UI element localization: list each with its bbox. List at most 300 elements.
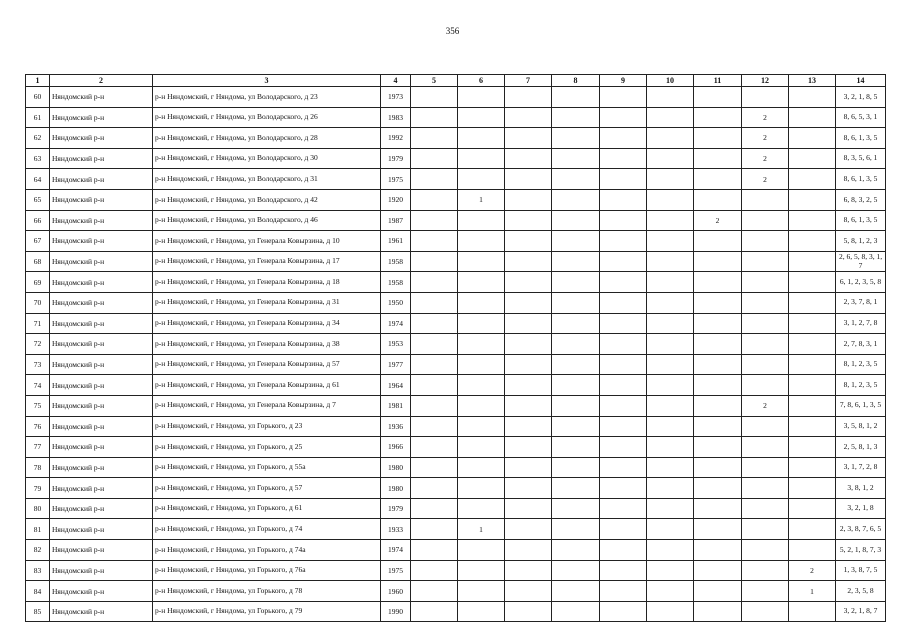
col9-cell — [600, 334, 647, 355]
row-number: 84 — [26, 581, 50, 602]
col6-cell — [458, 437, 505, 458]
col9-cell — [600, 354, 647, 375]
col6-cell — [458, 540, 505, 561]
year-cell: 1974 — [381, 313, 411, 334]
col11-cell — [694, 457, 742, 478]
address-cell: р-н Няндомский, г Няндома, ул Горького, д 79 — [153, 601, 381, 622]
col8-cell — [552, 395, 600, 416]
address-cell: р-н Няндомский, г Няндома, ул Володарского, д 28 — [153, 128, 381, 149]
col8-cell — [552, 457, 600, 478]
col14-cell: 2, 6, 5, 8, 3, 1, 7 — [836, 251, 886, 272]
table-row — [26, 87, 886, 108]
table-row — [26, 334, 886, 355]
col14-cell: 8, 3, 5, 6, 1 — [836, 148, 886, 169]
col8-cell — [552, 354, 600, 375]
col9-cell — [600, 107, 647, 128]
column-header-13: 13 — [789, 75, 836, 87]
col7-cell — [505, 437, 552, 458]
col11-cell — [694, 87, 742, 108]
col5-cell — [411, 87, 458, 108]
col9-cell — [600, 416, 647, 437]
district-cell: Няндомский р-н — [50, 148, 153, 169]
col12-cell: 2 — [742, 148, 789, 169]
col5-cell — [411, 189, 458, 210]
table-row — [26, 169, 886, 190]
col9-cell — [600, 375, 647, 396]
col12-cell — [742, 292, 789, 313]
district-cell: Няндомский р-н — [50, 498, 153, 519]
district-cell: Няндомский р-н — [50, 313, 153, 334]
column-header-6: 6 — [458, 75, 505, 87]
col8-cell — [552, 292, 600, 313]
col13-cell — [789, 292, 836, 313]
col6-cell — [458, 148, 505, 169]
column-header-10: 10 — [647, 75, 694, 87]
table-row — [26, 231, 886, 252]
col13-cell — [789, 251, 836, 272]
col8-cell — [552, 375, 600, 396]
row-number: 62 — [26, 128, 50, 149]
col5-cell — [411, 169, 458, 190]
col14-cell: 8, 6, 1, 3, 5 — [836, 210, 886, 231]
col7-cell — [505, 519, 552, 540]
address-cell: р-н Няндомский, г Няндома, ул Генерала Ковырзина, д 31 — [153, 292, 381, 313]
col13-cell — [789, 519, 836, 540]
col9-cell — [600, 272, 647, 293]
col9-cell — [600, 128, 647, 149]
col6-cell — [458, 107, 505, 128]
row-number: 85 — [26, 601, 50, 622]
col14-cell: 8, 6, 1, 3, 5 — [836, 128, 886, 149]
table-row — [26, 560, 886, 581]
row-number: 81 — [26, 519, 50, 540]
col13-cell — [789, 437, 836, 458]
row-number: 73 — [26, 354, 50, 375]
row-number: 74 — [26, 375, 50, 396]
col11-cell — [694, 231, 742, 252]
col13-cell: 2 — [789, 560, 836, 581]
column-header-5: 5 — [411, 75, 458, 87]
col10-cell — [647, 148, 694, 169]
col13-cell — [789, 87, 836, 108]
col14-cell: 5, 8, 1, 2, 3 — [836, 231, 886, 252]
col7-cell — [505, 272, 552, 293]
col12-cell — [742, 272, 789, 293]
col11-cell: 2 — [694, 210, 742, 231]
row-number: 65 — [26, 189, 50, 210]
col5-cell — [411, 375, 458, 396]
col5-cell — [411, 601, 458, 622]
col10-cell — [647, 87, 694, 108]
col5-cell — [411, 313, 458, 334]
year-cell: 1960 — [381, 581, 411, 602]
col11-cell — [694, 292, 742, 313]
row-number: 80 — [26, 498, 50, 519]
table-row — [26, 457, 886, 478]
col14-cell: 3, 1, 7, 2, 8 — [836, 457, 886, 478]
year-cell: 1958 — [381, 251, 411, 272]
col14-cell: 8, 1, 2, 3, 5 — [836, 354, 886, 375]
col6-cell — [458, 581, 505, 602]
table-row — [26, 437, 886, 458]
year-cell: 1964 — [381, 375, 411, 396]
col10-cell — [647, 334, 694, 355]
col10-cell — [647, 189, 694, 210]
table-row — [26, 519, 886, 540]
col10-cell — [647, 128, 694, 149]
col7-cell — [505, 313, 552, 334]
table-row — [26, 354, 886, 375]
col12-cell: 2 — [742, 395, 789, 416]
col7-cell — [505, 540, 552, 561]
col9-cell — [600, 601, 647, 622]
col6-cell — [458, 210, 505, 231]
address-cell: р-н Няндомский, г Няндома, ул Володарского, д 46 — [153, 210, 381, 231]
col5-cell — [411, 457, 458, 478]
col9-cell — [600, 437, 647, 458]
col12-cell — [742, 498, 789, 519]
col7-cell — [505, 498, 552, 519]
col8-cell — [552, 478, 600, 499]
col13-cell — [789, 457, 836, 478]
address-cell: р-н Няндомский, г Няндома, ул Генерала Ковырзина, д 57 — [153, 354, 381, 375]
col7-cell — [505, 560, 552, 581]
row-number: 61 — [26, 107, 50, 128]
col10-cell — [647, 272, 694, 293]
table-row — [26, 272, 886, 293]
district-cell: Няндомский р-н — [50, 457, 153, 478]
address-cell: р-н Няндомский, г Няндома, ул Горького, д 25 — [153, 437, 381, 458]
col8-cell — [552, 169, 600, 190]
col6-cell — [458, 169, 505, 190]
col14-cell: 2, 5, 8, 1, 3 — [836, 437, 886, 458]
header-row — [26, 75, 886, 87]
row-number: 70 — [26, 292, 50, 313]
col13-cell — [789, 272, 836, 293]
col12-cell — [742, 87, 789, 108]
col7-cell — [505, 601, 552, 622]
address-cell: р-н Няндомский, г Няндома, ул Горького, д 57 — [153, 478, 381, 499]
col10-cell — [647, 169, 694, 190]
address-cell: р-н Няндомский, г Няндома, ул Генерала Ковырзина, д 34 — [153, 313, 381, 334]
address-cell: р-н Няндомский, г Няндома, ул Генерала Ковырзина, д 61 — [153, 375, 381, 396]
column-header-11: 11 — [694, 75, 742, 87]
col8-cell — [552, 540, 600, 561]
col13-cell — [789, 416, 836, 437]
col12-cell — [742, 334, 789, 355]
col8-cell — [552, 87, 600, 108]
col10-cell — [647, 210, 694, 231]
col14-cell: 2, 3, 5, 8 — [836, 581, 886, 602]
address-cell: р-н Няндомский, г Няндома, ул Горького, д 76а — [153, 560, 381, 581]
col12-cell — [742, 560, 789, 581]
row-number: 75 — [26, 395, 50, 416]
col14-cell: 6, 8, 3, 2, 5 — [836, 189, 886, 210]
year-cell: 1987 — [381, 210, 411, 231]
table-row — [26, 251, 886, 272]
district-cell: Няндомский р-н — [50, 354, 153, 375]
col9-cell — [600, 231, 647, 252]
col6-cell — [458, 375, 505, 396]
year-cell: 1981 — [381, 395, 411, 416]
column-header-7: 7 — [505, 75, 552, 87]
col5-cell — [411, 210, 458, 231]
district-cell: Няндомский р-н — [50, 395, 153, 416]
col14-cell: 3, 1, 2, 7, 8 — [836, 313, 886, 334]
col8-cell — [552, 107, 600, 128]
page-number: 356 — [445, 26, 460, 36]
col11-cell — [694, 107, 742, 128]
col10-cell — [647, 292, 694, 313]
col12-cell: 2 — [742, 107, 789, 128]
district-cell: Няндомский р-н — [50, 478, 153, 499]
col14-cell: 8, 6, 5, 3, 1 — [836, 107, 886, 128]
col12-cell — [742, 231, 789, 252]
col13-cell — [789, 210, 836, 231]
col10-cell — [647, 601, 694, 622]
col7-cell — [505, 581, 552, 602]
table-row — [26, 601, 886, 622]
address-cell: р-н Няндомский, г Няндома, ул Володарского, д 26 — [153, 107, 381, 128]
col14-cell: 2, 3, 7, 8, 1 — [836, 292, 886, 313]
col12-cell — [742, 354, 789, 375]
col8-cell — [552, 313, 600, 334]
year-cell: 1992 — [381, 128, 411, 149]
col11-cell — [694, 540, 742, 561]
row-number: 67 — [26, 231, 50, 252]
col8-cell — [552, 128, 600, 149]
col5-cell — [411, 395, 458, 416]
row-number: 60 — [26, 87, 50, 108]
address-cell: р-н Няндомский, г Няндома, ул Володарского, д 31 — [153, 169, 381, 190]
district-cell: Няндомский р-н — [50, 375, 153, 396]
table-row — [26, 498, 886, 519]
col9-cell — [600, 313, 647, 334]
col14-cell: 3, 8, 1, 2 — [836, 478, 886, 499]
col7-cell — [505, 231, 552, 252]
col5-cell — [411, 354, 458, 375]
col11-cell — [694, 560, 742, 581]
col11-cell — [694, 601, 742, 622]
col10-cell — [647, 519, 694, 540]
district-cell: Няндомский р-н — [50, 231, 153, 252]
col9-cell — [600, 519, 647, 540]
col8-cell — [552, 189, 600, 210]
col10-cell — [647, 560, 694, 581]
address-cell: р-н Няндомский, г Няндома, ул Генерала Ковырзина, д 17 — [153, 251, 381, 272]
col7-cell — [505, 416, 552, 437]
year-cell: 1958 — [381, 272, 411, 293]
col11-cell — [694, 334, 742, 355]
col7-cell — [505, 334, 552, 355]
col9-cell — [600, 87, 647, 108]
address-cell: р-н Няндомский, г Няндома, ул Володарского, д 30 — [153, 148, 381, 169]
col11-cell — [694, 189, 742, 210]
col6-cell — [458, 292, 505, 313]
col7-cell — [505, 292, 552, 313]
year-cell: 1936 — [381, 416, 411, 437]
col6-cell: 1 — [458, 189, 505, 210]
col5-cell — [411, 292, 458, 313]
col14-cell: 2, 3, 8, 7, 6, 5 — [836, 519, 886, 540]
col8-cell — [552, 560, 600, 581]
col9-cell — [600, 581, 647, 602]
col7-cell — [505, 148, 552, 169]
col14-cell: 5, 2, 1, 8, 7, 3 — [836, 540, 886, 561]
col14-cell: 8, 1, 2, 3, 5 — [836, 375, 886, 396]
col8-cell — [552, 334, 600, 355]
year-cell: 1975 — [381, 169, 411, 190]
col8-cell — [552, 231, 600, 252]
col5-cell — [411, 416, 458, 437]
col5-cell — [411, 231, 458, 252]
address-cell: р-н Няндомский, г Няндома, ул Генерала Ковырзина, д 7 — [153, 395, 381, 416]
district-cell: Няндомский р-н — [50, 334, 153, 355]
col9-cell — [600, 540, 647, 561]
table-row — [26, 581, 886, 602]
col13-cell — [789, 478, 836, 499]
district-cell: Няндомский р-н — [50, 540, 153, 561]
district-cell: Няндомский р-н — [50, 87, 153, 108]
col6-cell — [458, 395, 505, 416]
table-row — [26, 292, 886, 313]
col9-cell — [600, 395, 647, 416]
table-row — [26, 189, 886, 210]
col12-cell: 2 — [742, 128, 789, 149]
district-cell: Няндомский р-н — [50, 601, 153, 622]
row-number: 83 — [26, 560, 50, 581]
row-number: 82 — [26, 540, 50, 561]
col6-cell — [458, 313, 505, 334]
col11-cell — [694, 416, 742, 437]
col12-cell — [742, 601, 789, 622]
col9-cell — [600, 498, 647, 519]
year-cell: 1977 — [381, 354, 411, 375]
col9-cell — [600, 189, 647, 210]
col10-cell — [647, 313, 694, 334]
district-cell: Няндомский р-н — [50, 437, 153, 458]
col6-cell — [458, 498, 505, 519]
col6-cell — [458, 354, 505, 375]
col6-cell — [458, 251, 505, 272]
col6-cell — [458, 272, 505, 293]
year-cell: 1990 — [381, 601, 411, 622]
col14-cell: 6, 1, 2, 3, 5, 8 — [836, 272, 886, 293]
year-cell: 1920 — [381, 189, 411, 210]
address-cell: р-н Няндомский, г Няндома, ул Горького, д 23 — [153, 416, 381, 437]
col14-cell: 7, 8, 6, 1, 3, 5 — [836, 395, 886, 416]
col10-cell — [647, 251, 694, 272]
column-header-1: 1 — [26, 75, 50, 87]
col10-cell — [647, 498, 694, 519]
col6-cell — [458, 87, 505, 108]
col10-cell — [647, 540, 694, 561]
col6-cell: 1 — [458, 519, 505, 540]
column-header-14: 14 — [836, 75, 886, 87]
col13-cell — [789, 107, 836, 128]
col14-cell: 1, 3, 8, 7, 5 — [836, 560, 886, 581]
col6-cell — [458, 416, 505, 437]
district-cell: Няндомский р-н — [50, 560, 153, 581]
col10-cell — [647, 107, 694, 128]
year-cell: 1953 — [381, 334, 411, 355]
col7-cell — [505, 128, 552, 149]
year-cell: 1974 — [381, 540, 411, 561]
col13-cell — [789, 169, 836, 190]
row-number: 69 — [26, 272, 50, 293]
col9-cell — [600, 210, 647, 231]
address-cell: р-н Няндомский, г Няндома, ул Горького, д 55а — [153, 457, 381, 478]
col5-cell — [411, 560, 458, 581]
row-number: 72 — [26, 334, 50, 355]
col8-cell — [552, 581, 600, 602]
district-cell: Няндомский р-н — [50, 251, 153, 272]
col5-cell — [411, 148, 458, 169]
col12-cell — [742, 210, 789, 231]
col13-cell — [789, 334, 836, 355]
year-cell: 1966 — [381, 437, 411, 458]
table-row — [26, 107, 886, 128]
address-cell: р-н Няндомский, г Няндома, ул Володарского, д 42 — [153, 189, 381, 210]
col13-cell — [789, 375, 836, 396]
col8-cell — [552, 251, 600, 272]
col8-cell — [552, 272, 600, 293]
col5-cell — [411, 437, 458, 458]
column-header-8: 8 — [552, 75, 600, 87]
col11-cell — [694, 128, 742, 149]
col9-cell — [600, 478, 647, 499]
address-cell: р-н Няндомский, г Няндома, ул Володарского, д 23 — [153, 87, 381, 108]
district-cell: Няндомский р-н — [50, 581, 153, 602]
col13-cell — [789, 313, 836, 334]
column-header-12: 12 — [742, 75, 789, 87]
col9-cell — [600, 560, 647, 581]
table-row — [26, 210, 886, 231]
col5-cell — [411, 272, 458, 293]
year-cell: 1983 — [381, 107, 411, 128]
col14-cell: 3, 2, 1, 8 — [836, 498, 886, 519]
row-number: 68 — [26, 251, 50, 272]
col10-cell — [647, 375, 694, 396]
col12-cell — [742, 189, 789, 210]
year-cell: 1933 — [381, 519, 411, 540]
table-row — [26, 148, 886, 169]
col11-cell — [694, 354, 742, 375]
col10-cell — [647, 478, 694, 499]
col13-cell — [789, 128, 836, 149]
col5-cell — [411, 251, 458, 272]
district-cell: Няндомский р-н — [50, 272, 153, 293]
col11-cell — [694, 375, 742, 396]
address-cell: р-н Няндомский, г Няндома, ул Горького, д 74а — [153, 540, 381, 561]
address-cell: р-н Няндомский, г Няндома, ул Горького, д 61 — [153, 498, 381, 519]
col7-cell — [505, 210, 552, 231]
col10-cell — [647, 416, 694, 437]
col5-cell — [411, 581, 458, 602]
col7-cell — [505, 169, 552, 190]
col11-cell — [694, 498, 742, 519]
column-header-9: 9 — [600, 75, 647, 87]
col12-cell — [742, 519, 789, 540]
col12-cell — [742, 375, 789, 396]
data-table — [25, 74, 886, 622]
col10-cell — [647, 457, 694, 478]
col11-cell — [694, 519, 742, 540]
col7-cell — [505, 395, 552, 416]
district-cell: Няндомский р-н — [50, 189, 153, 210]
col10-cell — [647, 354, 694, 375]
row-number: 76 — [26, 416, 50, 437]
